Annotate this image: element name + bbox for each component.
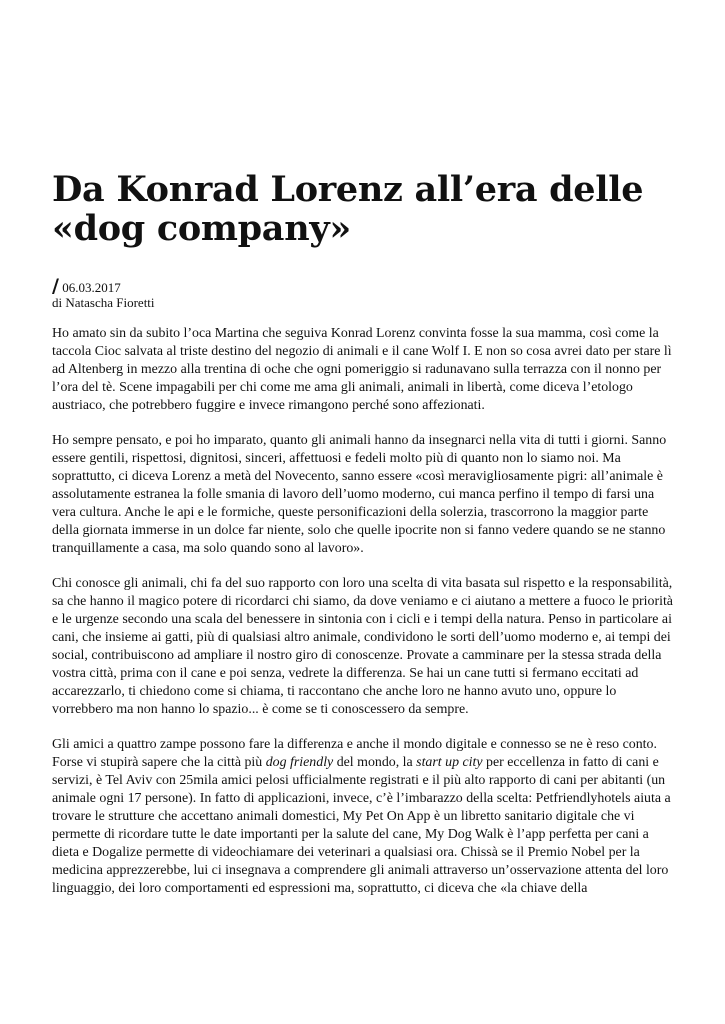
paragraph-4-part-a: Gli amici a quattro zampe possono fare la differenza e anche il mondo digitale e connesso se ne è reso conto. Forse vi stupirà sapere che la città più — [52, 737, 657, 770]
paragraph-1: Ho amato sin da subito l’oca Martina che seguiva Konrad Lorenz convinta fosse la sua mamma, così come la taccola Cioc salvata al triste destino del negozio di animali e il cane Wolf I. E non so cosa avrei dato per stare lì ad Altenberg in mezzo alla trentina di oche che ogni pomeriggio si radunavano sulla terrazza con il nonno per l’ora del tè. Scene impagabili per chi come me ama gli animali, animali in libertà, come diceva l’etologo austriaco, che potrebbero fuggire e invece rimangono perché sono affezionati. — [52, 326, 672, 413]
article-body — [52, 325, 677, 898]
paragraph-4 — [52, 736, 677, 898]
title-line-2: «dog company» — [52, 208, 351, 249]
paragraph-3: Chi conosce gli animali, chi fa del suo rapporto con loro una scelta di vita basata sul rispetto e la responsabilità, sa che hanno il magico potere di ricordarci chi siamo, da dove veniamo e ci aiutano a mettere a fuoco le priorità e le urgenze secondo una scala del benessere in sintonia con i cicli e i tempi della natura. Penso in particolare ai cani, che insieme ai gatti, più di qualsiasi altro animale, condividono le sorti dell’uomo moderno e, ai tempi dei social, contribuiscono ad ampliare il nostro giro di conoscenze. Provate a camminare per la stessa strada della vostra città, prima con il cane e poi senza, vedrete la differenza. Se hai un cane tutti si fermano eccitati ad accarezzarlo, ti chiedono come si chiama, ti raccontano che anche loro ne hanno avuto uno, oppure lo vorrebbero ma non hanno lo spazio... è come se ti conoscessero da sempre. — [52, 576, 673, 717]
article-meta — [52, 275, 677, 310]
page-title — [52, 170, 677, 248]
paragraph-2: Ho sempre pensato, e poi ho imparato, quanto gli animali hanno da insegnarci nella vita di tutti i giorni. Sanno essere gentili, rispettosi, dignitosi, sinceri, affettuosi e fedeli molto più di quanto non lo siamo noi. Ma soprattutto, ci diceva Lorenz a metà del Novecento, sanno essere «così meravigliosamente pigri: all’animale è assolutamente estranea la folle smania di lavoro dell’uomo moderno, cui manca perfino il tempo di farsi una vera cultura. Anche le api e le formiche, queste personificazioni della solerzia, trascorrono la maggior parte della giornata immerse in un dolce far niente, solo che quelle ipocrite non si fanno vedere quando se ne stanno tranquillamente a casa, ma solo quando sono al lavoro». — [52, 433, 667, 556]
meta-separator: / — [52, 275, 59, 297]
title-line-1: Da Konrad Lorenz all’era delle — [52, 169, 644, 210]
paragraph-4-emphasis-dog-friendly: dog friendly — [265, 755, 334, 770]
date-line — [52, 275, 677, 297]
article — [52, 170, 677, 915]
paragraph-4-part-b: del mondo, la — [333, 755, 417, 770]
publish-date: 06.03.2017 — [62, 280, 121, 295]
paragraph-4-emphasis-start-up-city: start up city — [416, 755, 483, 770]
author-line: di Natascha Fioretti — [52, 295, 155, 310]
paragraph-4-part-c: per eccellenza in fatto di cani e servizi, è Tel Aviv con 25mila amici pelosi ufficialmente registrati e il più alto rapporto di cani per abitanti (un animale ogni 17 persone). In fatto di applicazioni, invece, c’è l’imbarazzo della scelta: Petfriendlyhotels aiuta a trovare le strutture che accettano animali domestici, My Pet On App è un libretto sanitario digitale che vi permette di ricordare tutte le date importanti per la salute del cane, My Dog Walk è l’app perfetta per cani a dieta e Dogalize permette di videochiamare dei veterinari a qualsiasi ora. Chissà se il Premio Nobel per la medicina apprezzerebbe, lui ci insegnava a comprendere gli animali attraverso un’osservazione attenta del loro linguaggio, dei loro comportamenti ed espressioni ma, soprattutto, ci diceva che «la chiave della — [52, 755, 671, 896]
